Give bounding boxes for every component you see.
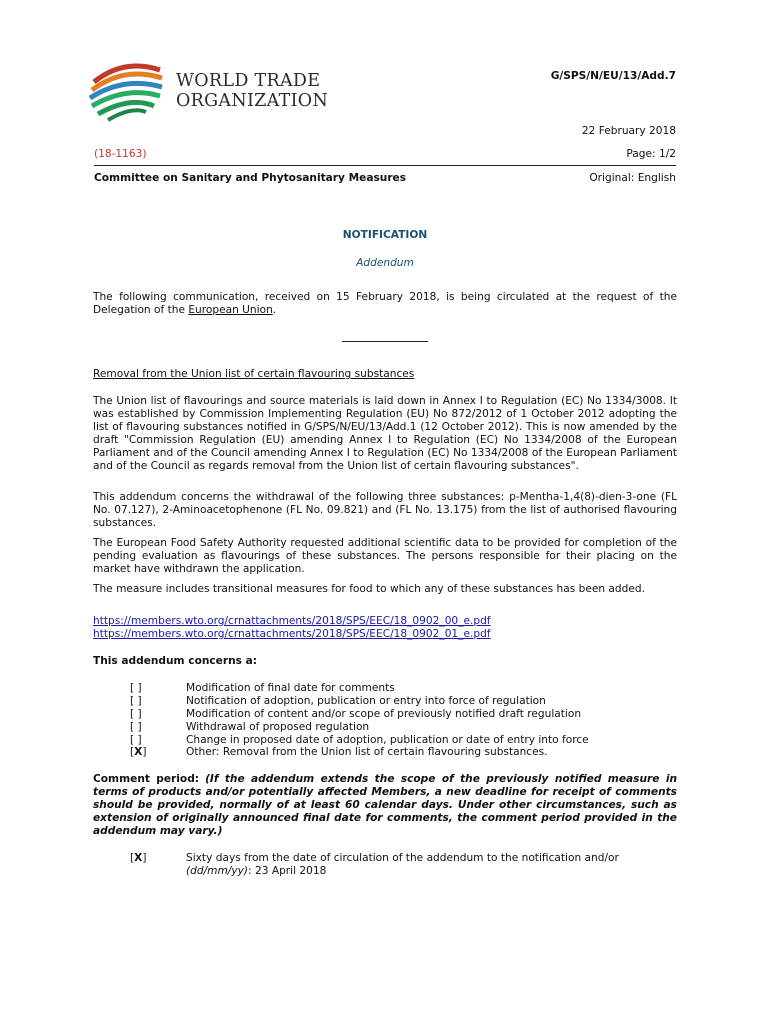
- header-divider: [94, 165, 676, 166]
- logo-line-2: ORGANIZATION: [176, 91, 329, 111]
- intro-paragraph: [93, 291, 677, 317]
- section-divider: [342, 341, 428, 342]
- attachment-links: [93, 615, 677, 641]
- comment-period-option: [130, 852, 680, 878]
- body-paragraph-4: The measure includes transitional measures for food to which any of these substances has been added.: [93, 583, 645, 595]
- checkbox-mark: X: [134, 746, 143, 759]
- checkbox-marker: [ ]: [130, 682, 142, 694]
- option-date: : 23 April 2018: [248, 864, 327, 877]
- page-number: Page: 1/2: [626, 148, 676, 160]
- european-union-link[interactable]: European Union: [188, 303, 273, 316]
- body-paragraph-3: The European Food Safety Authority requested additional scientific data to be provided for completion of the pending evaluation as flavourings of these substances. The persons responsible for their placing on the market have withdrawn the application.: [93, 537, 677, 575]
- intro-text-end: .: [272, 303, 277, 316]
- list-item-label: Other: Removal from the Union list of certain flavouring substances.: [186, 746, 548, 759]
- list-item-label: Withdrawal of proposed regulation: [186, 720, 370, 733]
- wto-emblem-icon: [84, 56, 170, 130]
- wto-logo-text: [176, 71, 328, 111]
- document-number: (18-1163): [94, 148, 147, 160]
- checkbox-marker-checked: [130, 746, 186, 759]
- checkbox-close: ]: [142, 746, 147, 759]
- original-language: Original: English: [589, 172, 676, 184]
- list-item-label: Modification of final date for comments: [186, 682, 395, 694]
- checkbox-close: ]: [142, 852, 147, 864]
- list-item-label: Notification of adoption, publication or entry into force of regulation: [186, 694, 546, 707]
- body-paragraph-1: The Union list of flavourings and source materials is laid down in Annex I to Regulation (EC) No 1334/3008. It was established by Commission Implementing Regulation (EU) No 872/2012 of 1 October 2012 adopting the list of flavouring substances notified in G/SPS/N/EU/13/Add.1 (12 October 2012). This is now amended by the draft "Commission Regulation (EU) amending Annex I to Regulation (EC) No 1334/2008 of the European Parliament and of the Council amending Annex I to Regulation (EC) No 1334/2008 of the European Parliament and of the Council as regards removal from the Union list of certain flavouring substances".: [93, 395, 677, 472]
- comment-period-option-text: [186, 852, 619, 878]
- body-paragraph-2: This addendum concerns the withdrawal of the following three substances: p-Mentha-1,4(8)-dien-3-one (FL No. 07.127), 2-Aminoacetophenone (FL No. 09.821) and (FL No. 13.175) from the list of authorised flavouring substances.: [93, 491, 677, 529]
- notification-subtitle: Addendum: [356, 257, 414, 269]
- committee-name: Committee on Sanitary and Phytosanitary Measures: [94, 172, 407, 184]
- checkbox-mark: X: [134, 852, 143, 864]
- list-item: [130, 721, 690, 734]
- document-date: 22 February 2018: [581, 125, 676, 137]
- checkbox-marker-checked: [130, 852, 186, 878]
- checkbox-open: [: [130, 852, 135, 864]
- list-item: [130, 695, 690, 708]
- checkbox-marker: [ ]: [130, 720, 142, 733]
- section-heading: Removal from the Union list of certain flavouring substances: [93, 368, 415, 380]
- document-symbol: G/SPS/N/EU/13/Add.7: [550, 70, 676, 82]
- intro-text: The following communication, received on 15 February 2018, is being circulated at the request of the Delegation of the: [93, 291, 677, 316]
- list-item: [130, 734, 690, 747]
- comment-period-text: (If the addendum extends the scope of the previously notified measure in terms of products and/or potentially affected Members, a new deadline for receipt of comments should be provided, normally of at least 60 calendar days. Under other circumstances, such as extension of originally announced final date for comments, the comment period provided in the addendum may vary.): [93, 773, 677, 837]
- list-item-label: Change in proposed date of adoption, publication or date of entry into force: [186, 733, 589, 746]
- attachment-link-1[interactable]: https://members.wto.org/crnattachments/2018/SPS/EEC/18_0902_00_e.pdf: [93, 615, 491, 627]
- list-item: [130, 682, 690, 695]
- option-date-format: (dd/mm/yy): [186, 864, 249, 877]
- list-item: [130, 746, 690, 759]
- checkbox-open: [: [130, 746, 135, 759]
- attachment-link-2[interactable]: https://members.wto.org/crnattachments/2018/SPS/EEC/18_0902_01_e.pdf: [93, 627, 491, 640]
- list-item: [130, 708, 690, 721]
- comment-period-paragraph: [93, 773, 677, 838]
- concerns-heading: This addendum concerns a:: [93, 655, 257, 667]
- wto-logo: [84, 56, 334, 130]
- checkbox-marker: [ ]: [130, 733, 142, 746]
- option-text: Sixty days from the date of circulation of the addendum to the notification and/or: [186, 852, 619, 864]
- notification-title: NOTIFICATION: [342, 229, 428, 241]
- list-item-label: Modification of content and/or scope of previously notified draft regulation: [186, 707, 582, 720]
- concerns-list: [130, 682, 690, 759]
- comment-period-label: Comment period:: [93, 773, 200, 785]
- logo-line-1: WORLD TRADE: [176, 71, 321, 91]
- checkbox-marker: [ ]: [130, 694, 142, 707]
- checkbox-marker: [ ]: [130, 707, 142, 720]
